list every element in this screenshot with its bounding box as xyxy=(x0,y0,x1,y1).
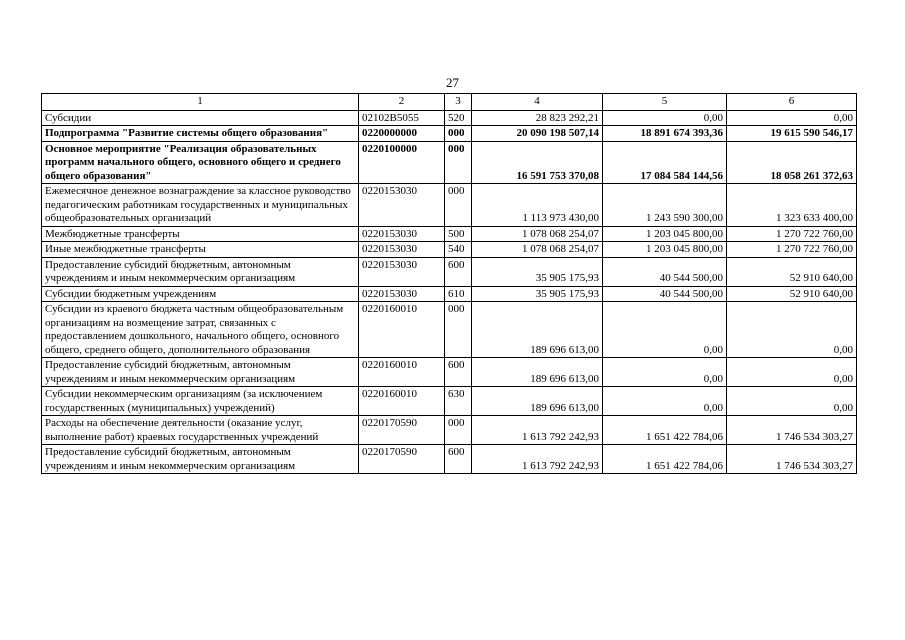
row-value-col4: 1 078 068 254,07 xyxy=(472,242,603,258)
row-value-col6: 1 270 722 760,00 xyxy=(727,242,857,258)
row-kind: 610 xyxy=(445,286,472,302)
row-value-col5: 1 651 422 784,06 xyxy=(603,445,727,474)
row-code: 0220160010 xyxy=(359,358,445,387)
row-code: 0220153030 xyxy=(359,184,445,227)
table-row xyxy=(42,416,857,445)
row-name: Субсидии бюджетным учреждениям xyxy=(42,286,359,302)
row-code: 0220000000 xyxy=(359,126,445,142)
row-name: Основное мероприятие "Реализация образовательных программ начального общего, основного общего и среднего общего образования" xyxy=(42,141,359,184)
row-code: 0220153030 xyxy=(359,226,445,242)
column-header: 1 xyxy=(42,94,359,111)
row-code: 0220160010 xyxy=(359,387,445,416)
row-value-col6: 19 615 590 546,17 xyxy=(727,126,857,142)
row-name: Субсидии некоммерческим организациям (за исключением государственных (муниципальных) учреждений) xyxy=(42,387,359,416)
row-name: Субсидии из краевого бюджета частным общеобразовательным организациям на возмещение затрат, связанных с предоставлением дошкольного, начального общего, основного общего, среднего общего, дополнительного образования xyxy=(42,302,359,358)
row-name: Предоставление субсидий бюджетным, автономным учреждениям и иным некоммерческим организациям xyxy=(42,358,359,387)
row-code: 0220160010 xyxy=(359,302,445,358)
row-code: 0220153030 xyxy=(359,257,445,286)
row-value-col6: 52 910 640,00 xyxy=(727,286,857,302)
row-value-col5: 1 651 422 784,06 xyxy=(603,416,727,445)
page-number: 27 xyxy=(446,75,459,90)
row-code: 0220153030 xyxy=(359,242,445,258)
row-name: Предоставление субсидий бюджетным, автономным учреждениям и иным некоммерческим организациям xyxy=(42,257,359,286)
row-code: 0220100000 xyxy=(359,141,445,184)
table-row xyxy=(42,110,857,126)
table-row xyxy=(42,445,857,474)
row-kind: 000 xyxy=(445,141,472,184)
row-code: 0220153030 xyxy=(359,286,445,302)
row-kind: 600 xyxy=(445,445,472,474)
row-value-col5: 0,00 xyxy=(603,302,727,358)
row-kind: 000 xyxy=(445,126,472,142)
row-name: Ежемесячное денежное вознаграждение за классное руководство педагогическим работникам государственных и муниципальных общеобразовательных организаций xyxy=(42,184,359,227)
table-row xyxy=(42,184,857,227)
row-value-col4: 189 696 613,00 xyxy=(472,358,603,387)
row-value-col6: 1 323 633 400,00 xyxy=(727,184,857,227)
column-numbers-row xyxy=(42,94,857,111)
column-header: 3 xyxy=(445,94,472,111)
row-code: 0220170590 xyxy=(359,445,445,474)
table-row xyxy=(42,226,857,242)
row-kind: 540 xyxy=(445,242,472,258)
row-kind: 500 xyxy=(445,226,472,242)
row-value-col4: 189 696 613,00 xyxy=(472,387,603,416)
row-value-col4: 1 113 973 430,00 xyxy=(472,184,603,227)
row-code: 0220170590 xyxy=(359,416,445,445)
row-kind: 600 xyxy=(445,358,472,387)
table-row xyxy=(42,387,857,416)
table-row xyxy=(42,302,857,358)
row-value-col6: 0,00 xyxy=(727,302,857,358)
row-value-col5: 0,00 xyxy=(603,358,727,387)
row-value-col5: 0,00 xyxy=(603,110,727,126)
row-value-col6: 1 746 534 303,27 xyxy=(727,416,857,445)
row-value-col5: 40 544 500,00 xyxy=(603,286,727,302)
row-name: Расходы на обеспечение деятельности (оказание услуг, выполнение работ) краевых государственных учреждений xyxy=(42,416,359,445)
row-value-col4: 1 613 792 242,93 xyxy=(472,445,603,474)
row-value-col6: 0,00 xyxy=(727,110,857,126)
row-value-col5: 40 544 500,00 xyxy=(603,257,727,286)
row-name: Субсидии xyxy=(42,110,359,126)
row-value-col4: 20 090 198 507,14 xyxy=(472,126,603,142)
budget-table xyxy=(41,93,857,474)
row-value-col5: 1 243 590 300,00 xyxy=(603,184,727,227)
column-header: 2 xyxy=(359,94,445,111)
row-value-col6: 1 270 722 760,00 xyxy=(727,226,857,242)
row-kind: 000 xyxy=(445,184,472,227)
table-row xyxy=(42,286,857,302)
table-row xyxy=(42,358,857,387)
table-row xyxy=(42,141,857,184)
row-value-col4: 1 078 068 254,07 xyxy=(472,226,603,242)
row-kind: 000 xyxy=(445,302,472,358)
row-kind: 000 xyxy=(445,416,472,445)
row-name: Межбюджетные трансферты xyxy=(42,226,359,242)
row-value-col6: 18 058 261 372,63 xyxy=(727,141,857,184)
row-value-col4: 16 591 753 370,08 xyxy=(472,141,603,184)
row-value-col5: 17 084 584 144,56 xyxy=(603,141,727,184)
table-row xyxy=(42,126,857,142)
row-kind: 630 xyxy=(445,387,472,416)
row-value-col5: 1 203 045 800,00 xyxy=(603,242,727,258)
row-value-col6: 1 746 534 303,27 xyxy=(727,445,857,474)
row-value-col6: 52 910 640,00 xyxy=(727,257,857,286)
row-name: Предоставление субсидий бюджетным, автономным учреждениям и иным некоммерческим организациям xyxy=(42,445,359,474)
row-code: 02102B5055 xyxy=(359,110,445,126)
column-header: 6 xyxy=(727,94,857,111)
row-value-col5: 1 203 045 800,00 xyxy=(603,226,727,242)
row-kind: 600 xyxy=(445,257,472,286)
table-row xyxy=(42,242,857,258)
row-value-col4: 189 696 613,00 xyxy=(472,302,603,358)
row-value-col4: 35 905 175,93 xyxy=(472,257,603,286)
column-header: 5 xyxy=(603,94,727,111)
row-value-col5: 18 891 674 393,36 xyxy=(603,126,727,142)
column-header: 4 xyxy=(472,94,603,111)
row-value-col5: 0,00 xyxy=(603,387,727,416)
row-name: Иные межбюджетные трансферты xyxy=(42,242,359,258)
row-value-col6: 0,00 xyxy=(727,358,857,387)
row-value-col4: 28 823 292,21 xyxy=(472,110,603,126)
row-value-col4: 1 613 792 242,93 xyxy=(472,416,603,445)
row-value-col4: 35 905 175,93 xyxy=(472,286,603,302)
row-name: Подпрограмма "Развитие системы общего образования" xyxy=(42,126,359,142)
row-kind: 520 xyxy=(445,110,472,126)
row-value-col6: 0,00 xyxy=(727,387,857,416)
table-row xyxy=(42,257,857,286)
